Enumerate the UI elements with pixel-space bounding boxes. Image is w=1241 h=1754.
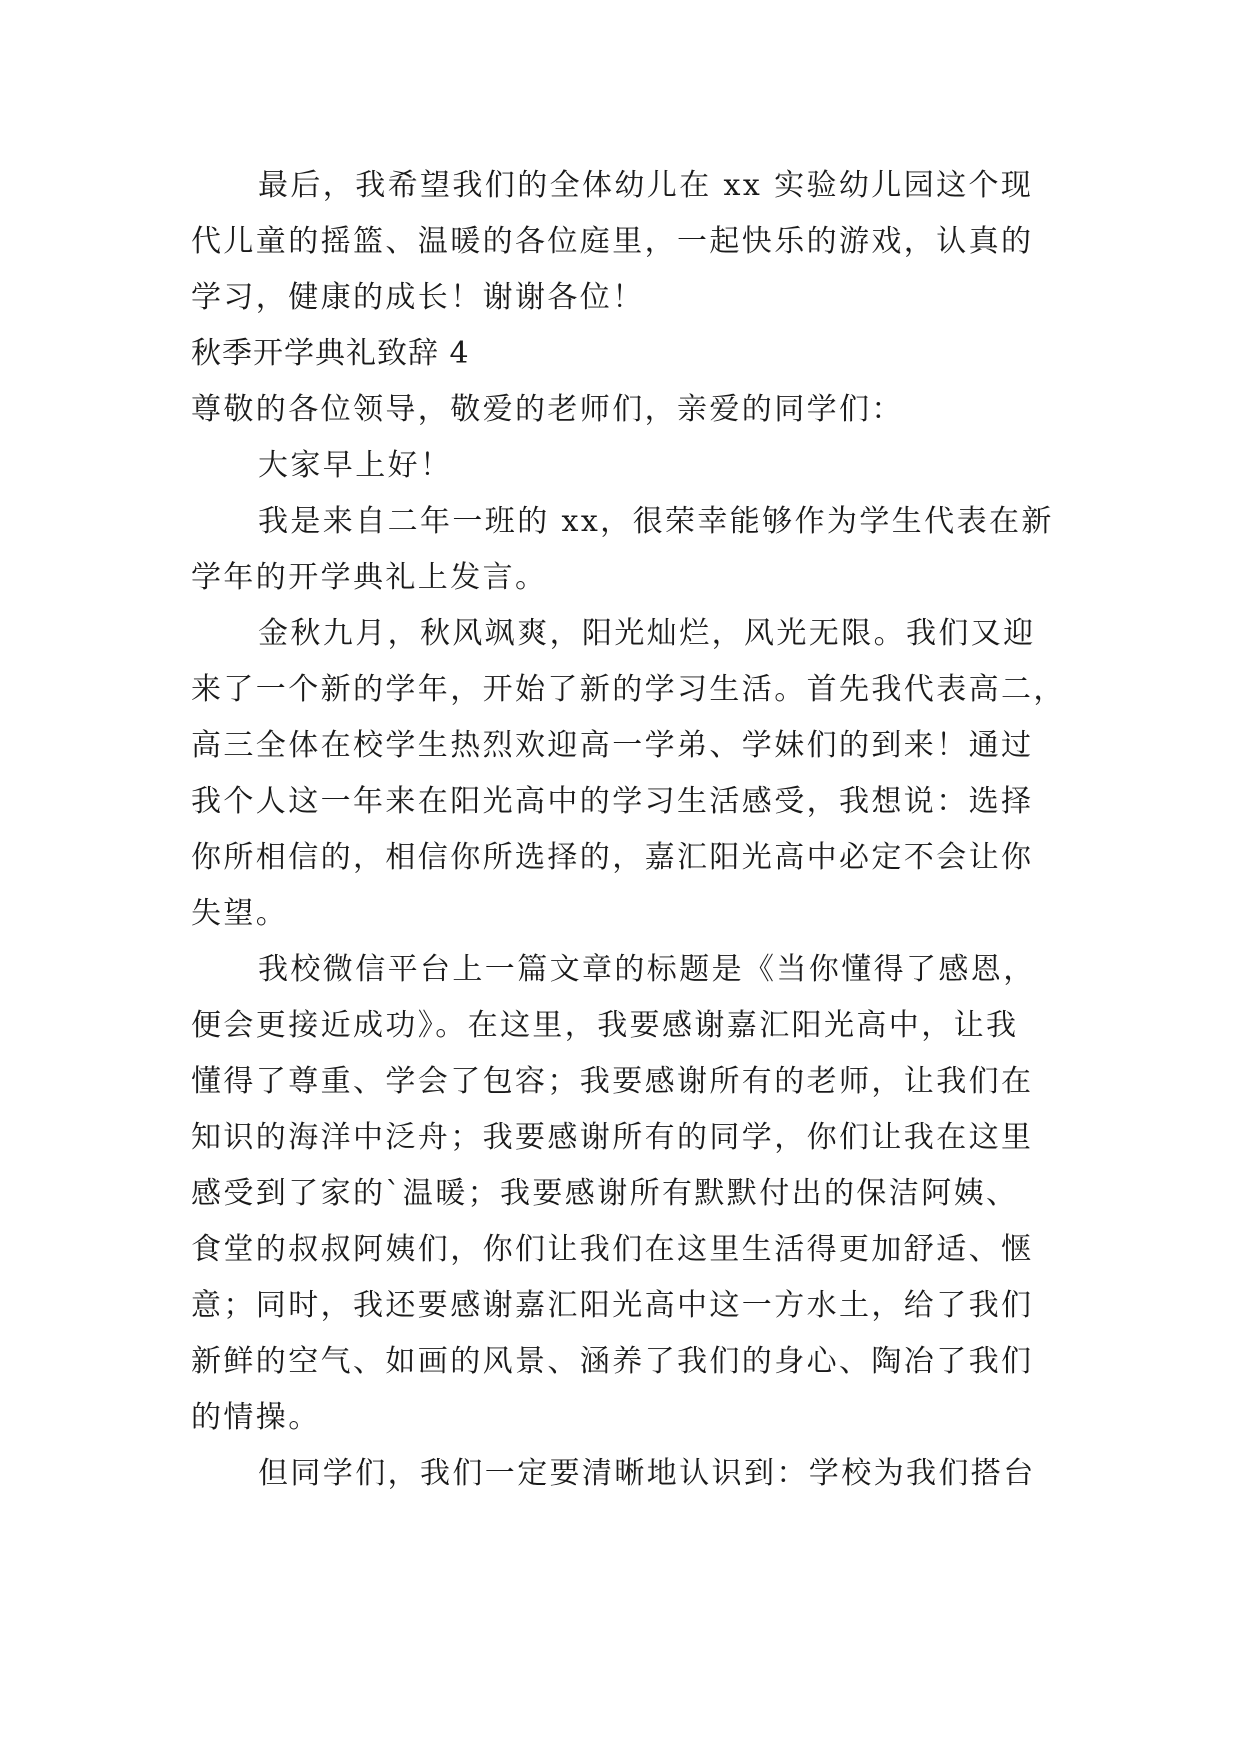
- paragraph-line: 高三全体在校学生热烈欢迎高一学弟、学妹们的到来！通过: [191, 728, 1034, 763]
- paragraph-line: 代儿童的摇篮、温暖的各位庭里，一起快乐的游戏，认真的: [191, 224, 1034, 259]
- paragraph-line: 你所相信的，相信你所选择的，嘉汇阳光高中必定不会让你: [191, 840, 1034, 875]
- paragraph-line: 金秋九月，秋风飒爽，阳光灿烂，风光无限。我们又迎: [258, 616, 1036, 651]
- salutation-line: 尊敬的各位领导，敬爱的老师们，亲爱的同学们：: [191, 392, 904, 427]
- paragraph-line: 新鲜的空气、如画的风景、涵养了我们的身心、陶冶了我们: [191, 1344, 1034, 1379]
- paragraph-line: 懂得了尊重、学会了包容；我要感谢所有的老师，让我们在: [191, 1064, 1034, 1099]
- paragraph-line: 知识的海洋中泛舟；我要感谢所有的同学，你们让我在这里: [191, 1120, 1034, 1155]
- section-heading: 秋季开学典礼致辞 4: [191, 336, 470, 371]
- document-body: [191, 158, 1066, 1502]
- paragraph-line: 我校微信平台上一篇文章的标题是《当你懂得了感恩，: [258, 952, 1036, 987]
- greeting-line: 大家早上好！: [258, 448, 453, 483]
- paragraph-line: 的情操。: [191, 1400, 321, 1435]
- paragraph-line: 便会更接近成功》。在这里，我要感谢嘉汇阳光高中，让我: [191, 1008, 1019, 1043]
- paragraph-line: 学年的开学典礼上发言。: [191, 560, 548, 595]
- paragraph-line: 我个人这一年来在阳光高中的学习生活感受，我想说：选择: [191, 784, 1034, 819]
- paragraph-line: 学习，健康的成长！谢谢各位！: [191, 280, 645, 315]
- paragraph-line: 来了一个新的学年，开始了新的学习生活。首先我代表高二，: [191, 672, 1066, 707]
- paragraph-line: 我是来自二年一班的 xx，很荣幸能够作为学生代表在新: [258, 504, 1054, 539]
- paragraph-line: 食堂的叔叔阿姨们，你们让我们在这里生活得更加舒适、惬: [191, 1232, 1034, 1267]
- paragraph-line: 感受到了家的`温暖；我要感谢所有默默付出的保洁阿姨、: [191, 1176, 1019, 1211]
- paragraph-line: 失望。: [191, 896, 289, 931]
- paragraph-line: 最后，我希望我们的全体幼儿在 xx 实验幼儿园这个现: [258, 168, 1034, 203]
- paragraph-line: 但同学们，我们一定要清晰地认识到：学校为我们搭台: [258, 1456, 1036, 1491]
- paragraph-line: 意；同时，我还要感谢嘉汇阳光高中这一方水土，给了我们: [191, 1288, 1034, 1323]
